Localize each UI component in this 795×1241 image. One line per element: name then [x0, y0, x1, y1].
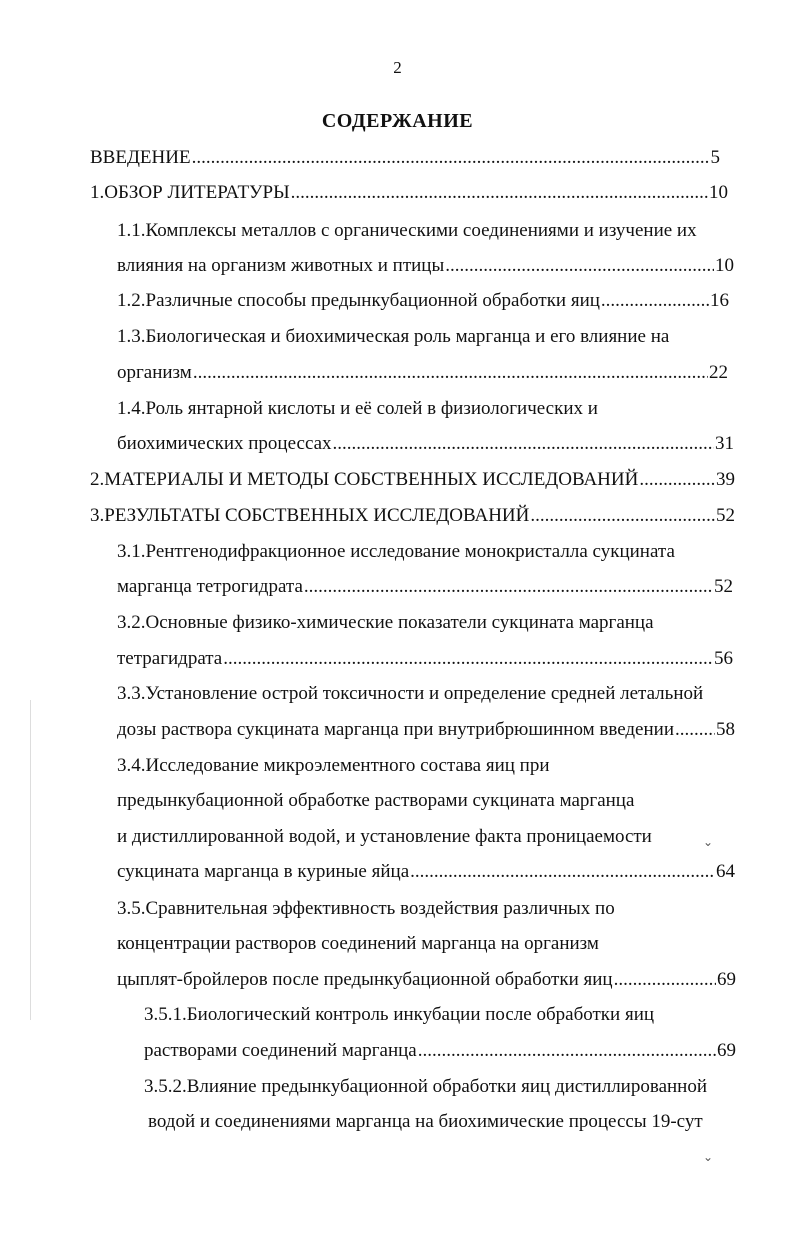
toc-entry-page: 52	[716, 505, 735, 526]
toc-entry-page: 69	[717, 969, 736, 990]
toc-entry	[117, 540, 675, 564]
toc-entry-label: 3.5.1.Биологический контроль инкубации после обработки яиц	[144, 1004, 655, 1025]
toc-entry-label: 3.4.Исследование микроэлементного состава яиц при	[117, 755, 550, 776]
toc-entry-label: 3.2.Основные физико-химические показатели сукцината марганца	[117, 612, 654, 633]
toc-entry-label: 2.МАТЕРИАЛЫ И МЕТОДЫ СОБСТВЕННЫХ ИССЛЕДОВАНИЙ	[90, 469, 639, 490]
toc-leader-dots	[418, 1039, 716, 1063]
toc-leader-dots	[193, 361, 708, 385]
toc-entry-label: 1.2.Различные способы предынкубационной обработки яиц	[117, 290, 600, 311]
toc-entry-page: 5	[710, 147, 720, 168]
toc-entry	[117, 575, 733, 599]
toc-entry-label: концентрации растворов соединений марганца на организм	[117, 933, 599, 954]
toc-entry-label: предынкубационной обработке растворами сукцината марганца	[117, 790, 635, 811]
toc-entry-label: марганца тетрогидрата	[117, 576, 303, 597]
toc-entry	[90, 468, 735, 492]
toc-entry	[117, 860, 735, 884]
toc-leader-dots	[601, 289, 709, 313]
toc-entry-label: тетрагидрата	[117, 648, 223, 669]
page-number: 2	[393, 58, 402, 77]
toc-entry	[117, 789, 634, 813]
toc-entry	[90, 181, 728, 205]
toc-entry	[117, 968, 736, 992]
toc-entry-label: 1.4.Роль янтарной кислоты и её солей в физиологических и	[117, 398, 598, 419]
toc-leader-dots	[530, 504, 715, 528]
toc-leader-dots	[291, 181, 708, 205]
toc-entry	[144, 1003, 654, 1027]
toc-entry	[117, 897, 615, 921]
toc-entry-label: 1.3.Биологическая и биохимическая роль марганца и его влияние на	[117, 326, 670, 347]
toc-entry	[117, 289, 729, 313]
toc-entry-page: 58	[716, 719, 735, 740]
left-margin-line	[30, 700, 31, 1020]
toc-entry-label: растворами соединений марганца	[144, 1040, 417, 1061]
toc-entry-page: 56	[714, 648, 733, 669]
toc-entry	[148, 1110, 703, 1134]
toc-leader-dots	[445, 254, 714, 278]
toc-entry	[117, 254, 734, 278]
toc-entry-label: 3.5.Сравнительная эффективность воздействия различных по	[117, 898, 615, 919]
toc-entry-label: ВВЕДЕНИЕ	[90, 147, 191, 168]
toc-entry-label: 3.5.2.Влияние предынкубационной обработки яиц дистиллированной	[144, 1076, 708, 1097]
toc-entry-label: водой и соединениями марганца на биохимические процессы 19-сут	[148, 1111, 703, 1132]
toc-entry	[90, 146, 720, 170]
toc-entry	[117, 611, 654, 635]
toc-entry-label: 1.1.Комплексы металлов с органическими соединениями и изучение их	[117, 220, 697, 241]
toc-entry-label: влияния на организм животных и птицы	[117, 255, 445, 276]
toc-leader-dots	[614, 968, 716, 992]
scan-mark: ⌄	[703, 835, 714, 849]
toc-entry-label: и дистиллированной водой, и установление факта проницаемости	[117, 826, 652, 847]
toc-entry-page: 69	[717, 1040, 736, 1061]
toc-title: СОДЕРЖАНИЕ	[321, 110, 474, 132]
toc-entry	[144, 1039, 736, 1063]
scan-mark: ⌄	[703, 1150, 714, 1164]
toc-entry	[117, 825, 652, 849]
toc-entry	[117, 361, 728, 385]
toc-leader-dots	[410, 860, 715, 884]
toc-entry	[117, 932, 599, 956]
toc-entry-page: 16	[710, 290, 729, 311]
toc-entry-label: дозы раствора сукцината марганца при внутрибрюшинном введении	[117, 719, 674, 740]
toc-entry	[117, 432, 734, 456]
toc-entry-label: 1.ОБЗОР ЛИТЕРАТУРЫ	[90, 182, 290, 203]
toc-entry	[117, 219, 697, 243]
toc-entry-page: 64	[716, 861, 735, 882]
toc-entry-page: 10	[715, 255, 734, 276]
toc-entry	[117, 682, 703, 706]
toc-leader-dots	[675, 718, 715, 742]
toc-entry-label: организм	[117, 362, 192, 383]
toc-entry	[117, 397, 598, 421]
toc-entry	[117, 718, 735, 742]
toc-leader-dots	[304, 575, 713, 599]
toc-entry	[144, 1075, 707, 1099]
toc-entry-page: 31	[715, 433, 734, 454]
toc-entry-label: 3.3.Установление острой токсичности и определение средней летальной	[117, 683, 704, 704]
toc-leader-dots	[333, 432, 714, 456]
toc-entry-label: 3.1.Рентгенодифракционное исследование монокристалла сукцината	[117, 541, 675, 562]
toc-entry	[117, 647, 733, 671]
toc-entry-label: сукцината марганца в куриные яйца	[117, 861, 410, 882]
toc-leader-dots	[223, 647, 713, 671]
toc-entry-label: 3.РЕЗУЛЬТАТЫ СОБСТВЕННЫХ ИССЛЕДОВАНИЙ	[90, 505, 530, 526]
toc-entry	[117, 754, 550, 778]
toc-entry	[90, 504, 735, 528]
toc-entry-page: 39	[716, 469, 735, 490]
toc-leader-dots	[639, 468, 715, 492]
toc-entry-page: 10	[709, 182, 728, 203]
toc-entry-label: цыплят-бройлеров после предынкубационной обработки яиц	[117, 969, 613, 990]
toc-entry-label: биохимических процессах	[117, 433, 332, 454]
toc-entry-page: 52	[714, 576, 733, 597]
toc-entry-page: 22	[709, 362, 728, 383]
toc-leader-dots	[192, 146, 710, 170]
toc-entry	[117, 325, 669, 349]
